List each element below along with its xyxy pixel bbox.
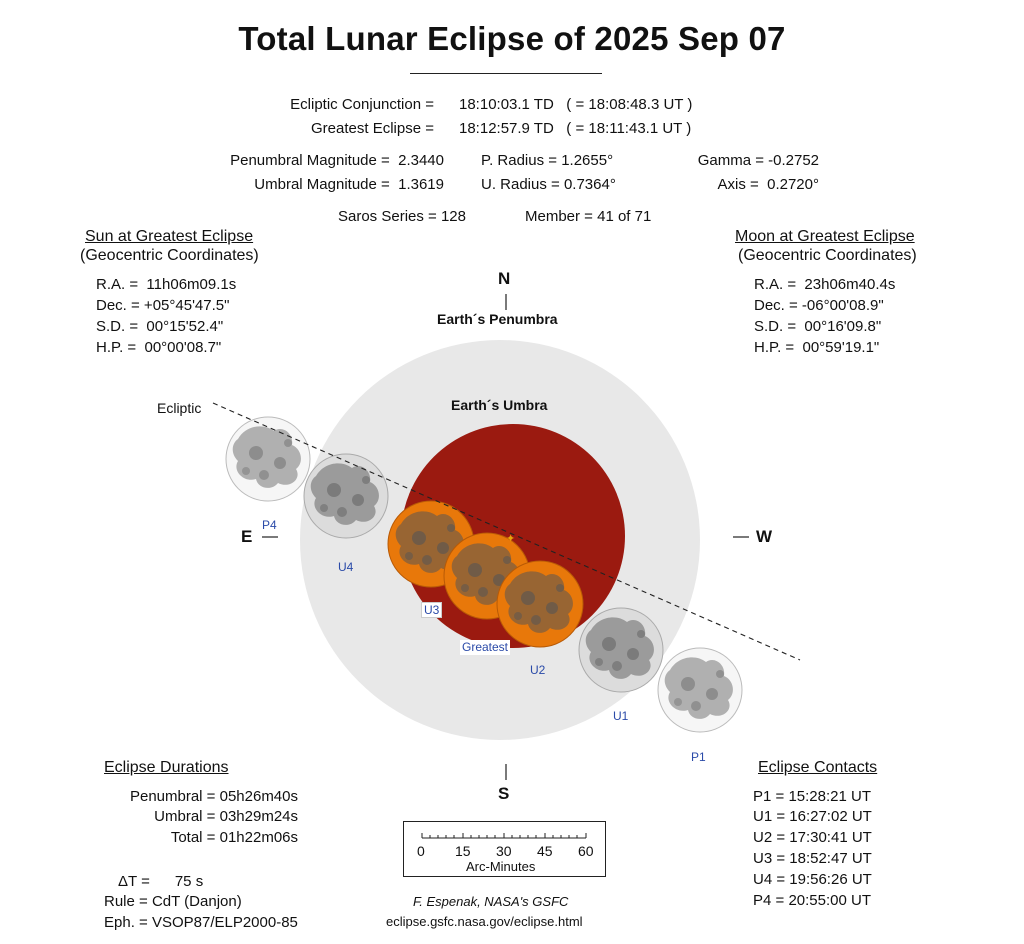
scale-box xyxy=(403,821,606,877)
conjunction-label: Ecliptic Conjunction = xyxy=(290,96,434,113)
penumbra-radius: P. Radius = 1.2655° xyxy=(481,152,614,169)
sun-hp: H.P. = 00°00'08.7" xyxy=(96,339,222,356)
north-label: N xyxy=(498,269,511,288)
penumbra-label: Earth´s Penumbra xyxy=(437,311,558,327)
durations-heading: Eclipse Durations xyxy=(104,759,229,776)
contact-p1: P1 = 15:28:21 UT xyxy=(753,788,871,805)
penumbral-magnitude: Penumbral Magnitude = 2.3440 xyxy=(230,152,444,169)
duration-total: Total = 01h22m06s xyxy=(170,829,298,846)
umbra-radius: U. Radius = 0.7364° xyxy=(481,176,616,193)
sun-sd: S.D. = 00°15'52.4" xyxy=(96,318,224,335)
sun-subheading: (Geocentric Coordinates) xyxy=(80,247,259,264)
contact-label-u4: U4 xyxy=(338,560,354,574)
contact-u2: U2 = 17:30:41 UT xyxy=(753,829,872,846)
scale-unit-label: Arc-Minutes xyxy=(466,859,536,874)
east-label: E xyxy=(241,527,253,546)
sun-dec: Dec. = +05°45'47.5" xyxy=(96,297,230,314)
svg-text:✦: ✦ xyxy=(506,532,516,545)
greatest-eclipse-label: Greatest Eclipse = xyxy=(311,120,434,137)
umbra-label: Earth´s Umbra xyxy=(451,397,548,413)
moon-u2 xyxy=(497,561,583,647)
axis-value: Axis = 0.2720° xyxy=(717,176,819,193)
credit-url[interactable]: eclipse.gsfc.nasa.gov/eclipse.html xyxy=(386,914,583,929)
moon-dec: Dec. = -06°00'08.9" xyxy=(754,297,884,314)
greatest-eclipse-value: 18:12:57.9 TD ( = 18:11:43.1 UT ) xyxy=(459,120,692,137)
page-title: Total Lunar Eclipse of 2025 Sep 07 xyxy=(238,20,786,57)
contact-u4: U4 = 19:56:26 UT xyxy=(753,871,872,888)
ecliptic-label: Ecliptic xyxy=(157,400,202,416)
scale-tick-45: 45 xyxy=(537,843,553,859)
ephemeris: Eph. = VSOP87/ELP2000-85 xyxy=(104,914,298,931)
delta-t: ΔT = 75 s xyxy=(118,873,204,890)
scale-tick-0: 0 xyxy=(417,843,425,859)
west-label: W xyxy=(756,527,773,546)
scale-tick-30: 30 xyxy=(496,843,512,859)
contact-label-u1: U1 xyxy=(613,709,629,723)
credit-author: F. Espenak, NASA's GSFC xyxy=(413,894,569,909)
moon-p1 xyxy=(658,648,742,732)
saros-member: Member = 41 of 71 xyxy=(525,208,652,225)
contact-label-u3: U3 xyxy=(421,602,442,618)
moon-subheading: (Geocentric Coordinates) xyxy=(738,247,917,264)
moon-ra: R.A. = 23h06m40.4s xyxy=(754,276,896,293)
scale-tick-60: 60 xyxy=(578,843,594,859)
contact-label-u2: U2 xyxy=(530,663,546,677)
moon-sd: S.D. = 00°16'09.8" xyxy=(754,318,882,335)
moon-u1 xyxy=(579,608,663,692)
contact-u3: U3 = 18:52:47 UT xyxy=(753,850,872,867)
umbral-magnitude: Umbral Magnitude = 1.3619 xyxy=(254,176,444,193)
sun-ra: R.A. = 11h06m09.1s xyxy=(96,276,237,293)
scale-tick-15: 15 xyxy=(455,843,471,859)
duration-penumbral: Penumbral = 05h26m40s xyxy=(129,788,298,805)
danjon-rule: Rule = CdT (Danjon) xyxy=(104,893,242,910)
sun-heading: Sun at Greatest Eclipse xyxy=(85,228,254,245)
contact-label-greatest: Greatest xyxy=(462,640,509,654)
contact-u1: U1 = 16:27:02 UT xyxy=(753,808,872,825)
contact-p4: P4 = 20:55:00 UT xyxy=(753,892,871,909)
saros-series: Saros Series = 128 xyxy=(338,208,466,225)
south-label: S xyxy=(498,784,510,803)
moon-heading: Moon at Greatest Eclipse xyxy=(735,228,915,245)
contact-label-p1: P1 xyxy=(691,750,706,764)
conjunction-value: 18:10:03.1 TD ( = 18:08:48.3 UT ) xyxy=(459,96,693,113)
contact-label-p4: P4 xyxy=(262,518,277,532)
moon-u4 xyxy=(304,454,388,538)
duration-umbral: Umbral = 03h29m24s xyxy=(154,808,298,825)
moon-hp: H.P. = 00°59'19.1" xyxy=(754,339,880,356)
contacts-heading: Eclipse Contacts xyxy=(758,759,878,776)
moon-p4 xyxy=(226,417,310,501)
gamma-value: Gamma = -0.2752 xyxy=(697,152,819,169)
